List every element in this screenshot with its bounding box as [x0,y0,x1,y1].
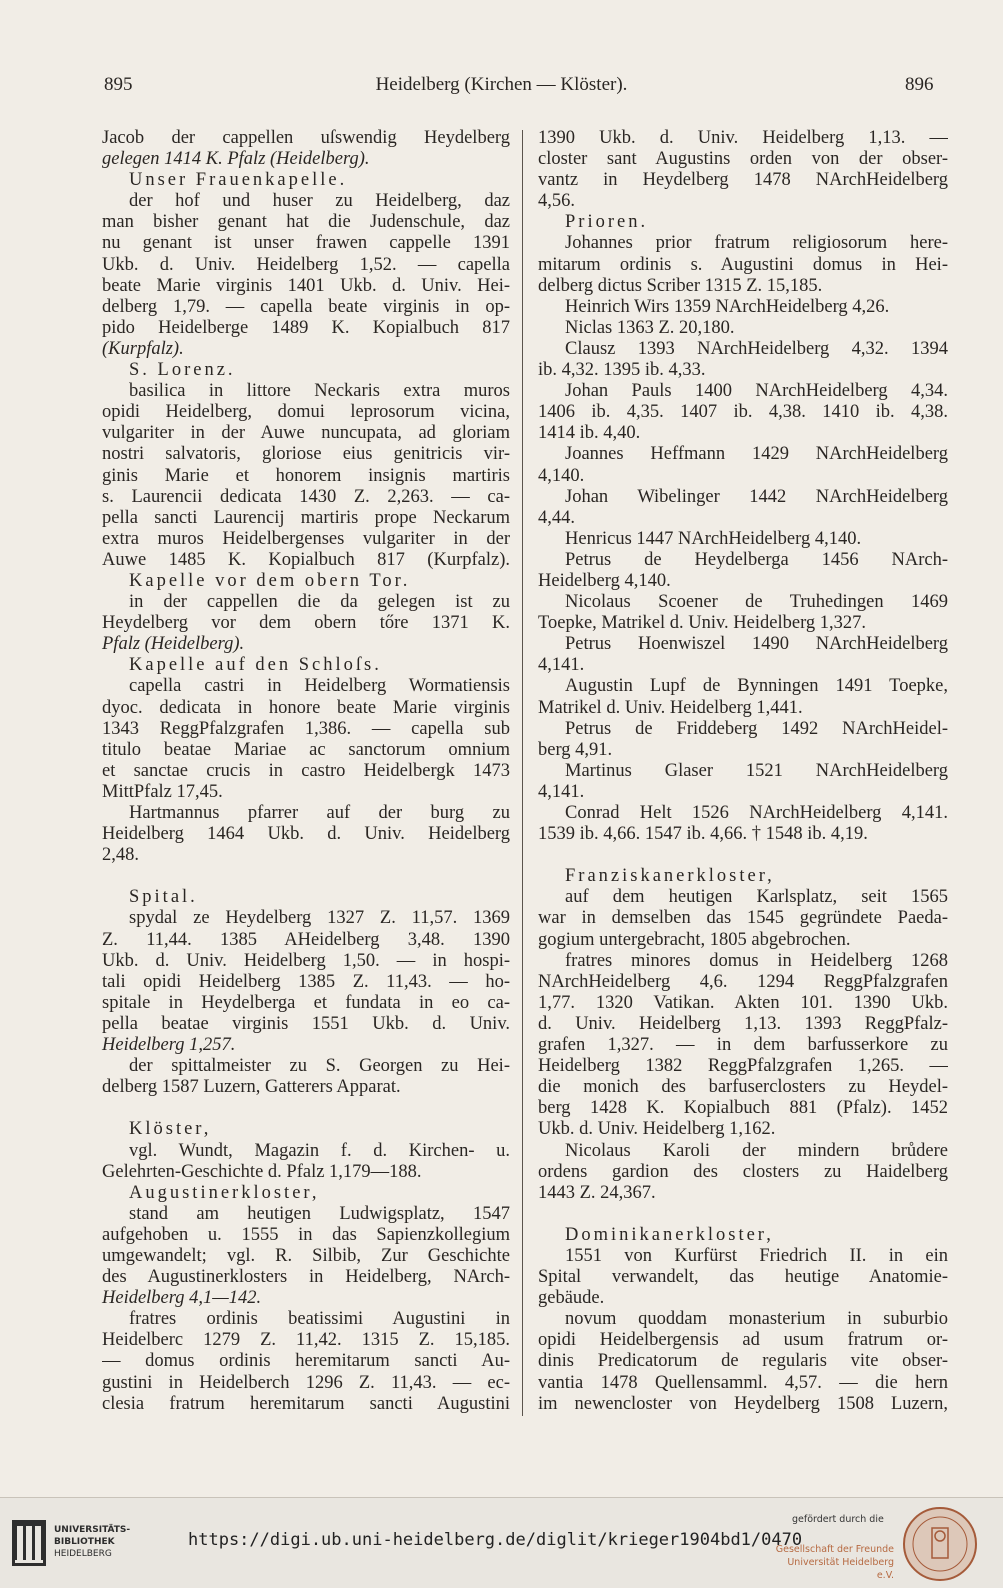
text-line: Martinus Glaser 1521 NArchHeidelberg [565,760,948,781]
text-line: dinis Predicatorum de regularis vite obser- [538,1351,948,1372]
section-heading: Klöster, [129,1119,212,1140]
text-line: Conrad Helt 1526 NArchHeidelberg 4,141. [565,803,948,823]
text-line: nu genant ist unser frawen cappelle 1391 [102,233,510,254]
text-line: Pfalz (Heidelberg). [102,634,245,655]
text-line: ginis Marie et honorem insignis martiris [102,465,510,486]
text-line: stand am heutigen Ludwigsplatz, 1547 [129,1203,510,1224]
text-line: titulo beatae Mariae ac sanctorum omnium [102,739,510,760]
section-heading: Prioren. [565,212,649,233]
text-line: 1390 Ukb. d. Univ. Heidelberg 1,13. — [538,128,948,148]
text-line: Petrus Hoenwiszel 1490 NArchHeidelberg [565,634,948,655]
text-line: Joannes Heffmann 1429 NArchHeidelberg [565,444,948,465]
section-heading: Augustinerkloster, [129,1182,320,1203]
text-line: capella castri in Heidelberg Wormatiensis [129,676,510,697]
text-line: Toepke, Matrikel d. Univ. Heidelberg 1,327. [538,613,867,634]
text-line: Nicolaus Scoener de Truhedingen 1469 [565,592,948,613]
text-line: tali opidi Heidelberg 1385 Z. 11,43. — ho- [102,971,510,992]
section-heading: Dominikanerkloster, [565,1224,774,1245]
text-line: Ukb. d. Univ. Heidelberg 1,52. — capella [102,254,510,275]
text-line: Hartmannus pfarrer auf der burg zu [129,803,510,823]
text-line: vgl. Wundt, Magazin f. d. Kirchen- u. [129,1140,510,1161]
text-line: delberg 1,79. — capella beate virginis in op- [102,296,510,317]
text-line: s. Laurencii dedicata 1430 Z. 2,263. — ca- [102,486,510,507]
text-line: Z. 11,44. 1385 AHeidelberg 3,48. 1390 [102,929,510,950]
text-line: (Kurpfalz). [102,338,184,359]
text-line: 1406 ib. 4,35. 1407 ib. 4,38. 1410 ib. 4,38. [538,402,948,423]
left-column [102,128,510,1415]
sponsor-label: gefördert durch die [792,1514,884,1525]
text-line: Auwe 1485 K. Kopialbuch 817 (Kurpfalz). [102,549,510,570]
text-line: delberg dictus Scriber 1315 Z. 15,185. [538,275,823,296]
text-line: — domus ordinis heremitarum sancti Au- [102,1351,510,1372]
text-line: basilica in littore Neckaris extra muros [129,381,510,402]
blank-line [102,1098,510,1119]
text-line: Heidelberc 1279 Z. 11,42. 1315 Z. 15,185. [102,1330,510,1351]
section-heading: Unser Frauenkapelle. [129,170,348,191]
text-line: im newencloster von Heydelberg 1508 Luzern, [538,1393,948,1414]
text-line: Jacob der cappellen uſswendig Heydelberg [102,128,510,148]
text-line: ib. 4,32. 1395 ib. 4,33. [538,360,706,381]
right-column [538,128,948,1415]
text-line: aufgehoben u. 1555 in das Sapienzkollegium [102,1224,510,1245]
library-logo-icon [12,1520,46,1566]
text-line: novum quoddam monasterium in suburbio [565,1309,948,1330]
text-line: nostri salvatoris, gloriose eius genitricis vir- [102,444,510,465]
text-line: 1551 von Kurfürst Friedrich II. in ein [565,1245,948,1266]
text-line: gebäude. [538,1288,605,1309]
text-line: opidi Heidelberg, domui leprosorum vicina, [102,402,510,423]
text-line: dyoc. dedicata in honore beate Marie virginis [102,697,510,718]
text-line: Nicolaus Karoli der mindern brůdere [565,1140,948,1161]
text-line: man bisher genant hat die Judenschule, daz [102,212,510,233]
section-heading: Kapelle auf den Schloſs. [129,655,382,676]
text-line: pella sancti Laurencij martiris prope Neckarum [102,507,510,528]
page-number-left: 895 [104,74,133,95]
text-line: Ukb. d. Univ. Heidelberg 1,50. — in hospi- [102,950,510,971]
text-line: spydal ze Heydelberg 1327 Z. 11,57. 1369 [129,908,510,929]
text-line: war in demselben das 1545 gegründete Paeda- [538,908,948,929]
text-line: Heidelberg 1,257. [102,1035,236,1056]
text-line: beate Marie virginis 1401 Ukb. d. Univ. Hei- [102,275,510,296]
section-heading: Spital. [129,887,198,908]
section-heading: Kapelle vor dem obern Tor. [129,570,411,591]
text-line: delberg 1587 Luzern, Gatterers Apparat. [102,1077,401,1098]
library-name-line3: HEIDELBERG [54,1549,112,1559]
page-header [0,74,1003,104]
text-line: Johan Wibelinger 1442 NArchHeidelberg [565,486,948,507]
text-line: ordens gardion des closters zu Haidelberg [538,1161,948,1182]
text-line: Augustin Lupf de Bynningen 1491 Toepke, [565,676,948,697]
text-line: extra muros Heidelbergenses vulgariter in der [102,528,510,549]
text-line: Gelehrten-Geschichte d. Pfalz 1,179—188. [102,1161,422,1182]
text-line: Ukb. d. Univ. Heidelberg 1,162. [538,1119,776,1140]
permalink-url[interactable]: https://digi.ub.uni-heidelberg.de/diglit/krieger1904bd1/0470 [188,1530,803,1550]
text-line: NArchHeidelberg 4,6. 1294 ReggPfalzgrafen [538,971,948,992]
text-line: vulgariter in der Auwe nuncupata, ad gloriam [102,423,510,444]
text-line: 4,141. [538,781,585,802]
text-line: 2,48. [102,845,139,866]
text-line: closter sant Augustins orden von der obser- [538,149,948,170]
section-heading: S. Lorenz. [129,360,236,381]
text-line: gelegen 1414 K. Pfalz (Heidelberg). [102,149,370,170]
text-line: umgewandelt; vgl. R. Silbib, Zur Geschichte [102,1245,510,1266]
text-line: Petrus de Friddeberg 1492 NArchHeidel- [565,718,948,739]
blank-line [102,866,510,887]
text-line: der hof und huser zu Heidelberg, daz [129,191,510,212]
blank-line [538,1204,948,1225]
text-line: gogium untergebracht, 1805 abgebrochen. [538,929,851,950]
text-line: berg 4,91. [538,739,613,760]
text-line: fratres minores domus in Heidelberg 1268 [565,950,948,971]
text-line: Heinrich Wirs 1359 NArchHeidelberg 4,26. [565,296,890,317]
text-line: pella beatae virginis 1551 Ukb. d. Univ. [102,1013,510,1034]
text-line: 1539 ib. 4,66. 1547 ib. 4,66. † 1548 ib. 4,19. [538,824,868,845]
column-divider [522,130,523,1416]
library-name-line1: UNIVERSITÄTS- [54,1525,131,1535]
text-line: opidi Heidelbergensis ad usum fratrum or- [538,1330,948,1351]
text-line: MittPfalz 17,45. [102,781,223,802]
running-title: Heidelberg (Kirchen — Klöster). [375,74,628,95]
text-line: 4,44. [538,507,575,528]
text-line: pido Heidelberge 1489 K. Kopialbuch 817 [102,317,510,338]
text-line: Matrikel d. Univ. Heidelberg 1,441. [538,697,803,718]
text-line: Johannes prior fratrum religiosorum here- [565,233,948,254]
text-line: 4,140. [538,465,585,486]
text-line: vantia 1478 Quellensamml. 4,57. — die hern [538,1372,948,1393]
text-line: 1,77. 1320 Vatikan. Akten 101. 1390 Ukb. [538,992,948,1013]
text-line: Niclas 1363 Z. 20,180. [565,317,735,338]
blank-line [538,845,948,866]
text-line: Heydelberg vor dem obern tőre 1371 K. [102,613,510,634]
text-line: spitale in Heydelberga et fundata in eo ca- [102,992,510,1013]
sponsor-line2: Universität Heidelberg e.V. [787,1557,894,1581]
text-line: Heidelberg 4,1—142. [102,1288,262,1309]
text-line: mitarum ordinis s. Augustini domus in Hei- [538,254,948,275]
text-line: Clausz 1393 NArchHeidelberg 4,32. 1394 [565,338,948,359]
text-line: 1343 ReggPfalzgrafen 1,386. — capella sub [102,718,510,739]
text-line: Heidelberg 4,140. [538,570,671,591]
text-line: in der cappellen die da gelegen ist zu [129,592,510,613]
text-line: berg 1428 K. Kopialbuch 881 (Pfalz). 1452 [538,1098,948,1119]
library-name-line2: BIBLIOTHEK [54,1537,115,1547]
text-line: vantz in Heydelberg 1478 NArchHeidelberg [538,170,948,191]
text-line: 1443 Z. 24,367. [538,1182,656,1203]
text-line: 1414 ib. 4,40. [538,423,641,444]
sponsor-line1: Gesellschaft der Freunde [775,1544,894,1555]
viewer-footer [0,1497,1003,1588]
library-name [54,1524,130,1560]
text-line: auf dem heutigen Karlsplatz, seit 1565 [565,887,948,908]
text-line: grafen 1,327. — in dem barfusserkore zu [538,1035,948,1056]
text-line: Heidelberg 1382 ReggPfalzgrafen 1,265. — [538,1056,948,1077]
text-line: Henricus 1447 NArchHeidelberg 4,140. [565,528,862,549]
text-line: clesia fratrum heremitarum sancti Augustini [102,1393,510,1414]
text-line: gustini in Heidelberch 1296 Z. 11,43. — ec- [102,1372,510,1393]
text-line: die monich des barfuserclosters zu Heydel- [538,1077,948,1098]
text-line: 4,56. [538,191,575,212]
text-line: et sanctae crucis in castro Heidelbergk 1473 [102,760,510,781]
text-line: Spital verwandelt, das heutige Anatomie- [538,1267,948,1288]
text-line: der spittalmeister zu S. Georgen zu Hei- [129,1056,510,1077]
text-line: d. Univ. Heidelberg 1,13. 1393 ReggPfalz- [538,1013,948,1034]
text-line: Petrus de Heydelberga 1456 NArch- [565,549,948,570]
text-line: des Augustinerklosters in Heidelberg, NArch- [102,1267,510,1288]
text-line: 4,141. [538,655,585,676]
text-line: Heidelberg 1464 Ukb. d. Univ. Heidelberg [102,824,510,845]
section-heading: Franziskanerkloster, [565,866,775,887]
text-line: fratres ordinis beatissimi Augustini in [129,1309,510,1330]
text-line: Johan Pauls 1400 NArchHeidelberg 4,34. [565,381,948,402]
seal-icon [902,1506,978,1582]
sponsor-name [770,1543,894,1582]
page-number-right: 896 [905,74,934,95]
